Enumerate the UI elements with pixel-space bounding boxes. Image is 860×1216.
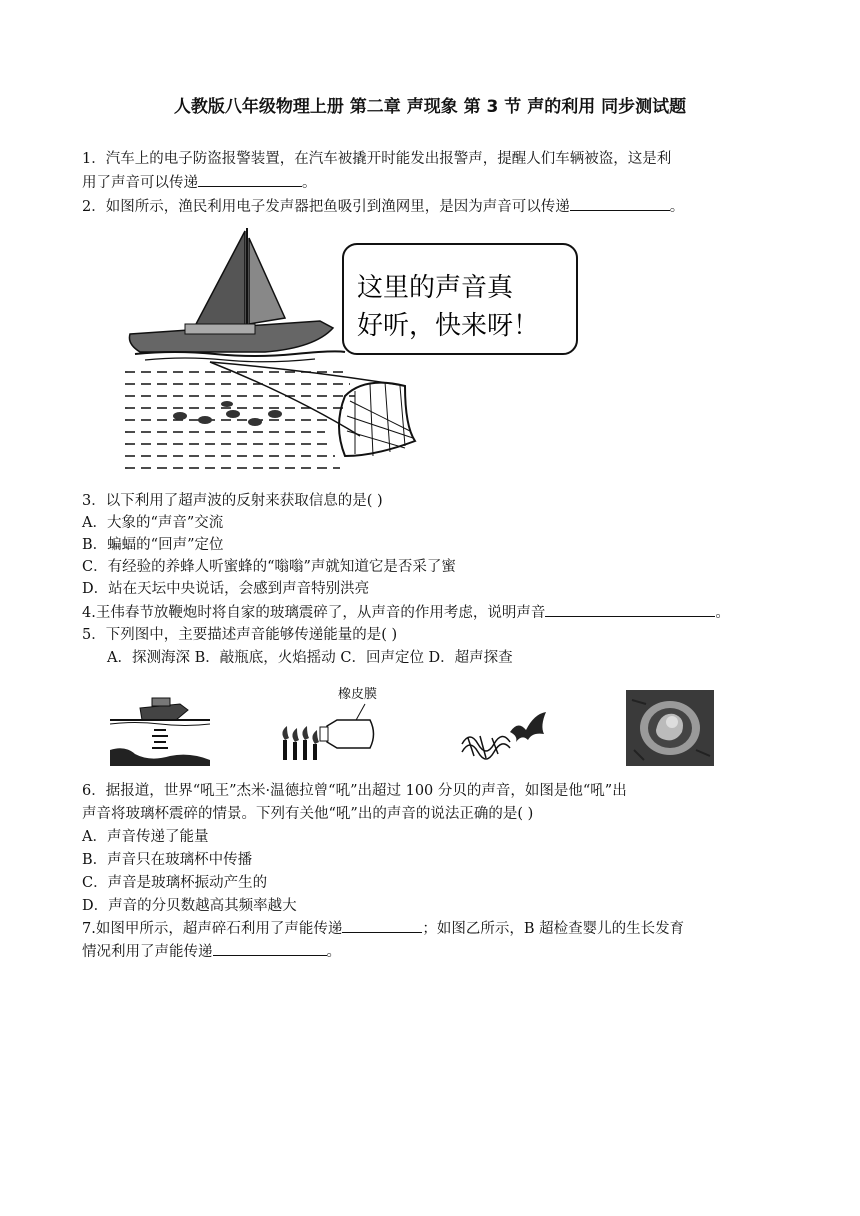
q3-option-c[interactable]: C．有经验的养蜂人听蜜蜂的“嗡嗡”声就知道它是否采了蜜	[82, 559, 456, 575]
q7-text2: ；如图乙所示，B 超检查婴儿的生长发育	[422, 921, 685, 937]
q2-answer-blank[interactable]	[570, 196, 670, 211]
q4-text: 4.王伟春节放鞭炮时将自家的玻璃震碎了，从声音的作用考虑，说明声音	[82, 605, 546, 621]
q7-end: 。	[326, 944, 341, 960]
q2-end: 。	[669, 199, 685, 215]
q7-line2	[82, 941, 341, 963]
q1-text: 用了声音可以传递	[82, 175, 198, 191]
q4-line	[82, 602, 730, 624]
q6-option-b[interactable]: B．声音只在玻璃杯中传播	[82, 852, 253, 868]
sea-depth-sounding-figure	[110, 690, 210, 766]
q1-line2	[82, 172, 317, 194]
ultrasound-scan-figure	[626, 690, 714, 766]
bottle-candle-figure	[275, 700, 385, 766]
q6-option-d[interactable]: D．声音的分贝数越高其频率越大	[82, 898, 297, 914]
q1-end: 。	[302, 175, 317, 191]
speech-bubble-line2: 好听，快来呀！	[357, 311, 540, 341]
membrane-label: 橡皮膜	[338, 687, 378, 702]
q4-answer-blank[interactable]	[545, 602, 715, 617]
q7-text3: 情况利用了声能传递	[82, 944, 213, 960]
q1-answer-blank[interactable]	[198, 172, 302, 187]
q5-stem: 5．下列图中，主要描述声音能够传递能量的是( )	[82, 627, 398, 643]
q7-answer-blank-2[interactable]	[213, 941, 327, 956]
q6-option-c[interactable]: C．声音是玻璃杯振动产生的	[82, 875, 268, 891]
q5-options[interactable]: A．探测海深 B．敲瓶底，火焰摇动 C．回声定位 D．超声探查	[107, 650, 513, 666]
q7-answer-blank-1[interactable]	[342, 918, 422, 933]
q3-option-a[interactable]: A．大象的“声音”交流	[82, 515, 224, 531]
speech-bubble-line1: 这里的声音真	[357, 273, 514, 303]
q4-end: 。	[715, 605, 730, 621]
bat-echolocation-figure	[460, 708, 550, 764]
q3-stem: 3．以下利用了超声波的反射来获取信息的是( )	[82, 493, 383, 509]
q6-line2: 声音将玻璃杯震碎的情景。下列有关他“吼”出的声音的说法正确的是( )	[82, 806, 534, 822]
q6-option-a[interactable]: A．声音传递了能量	[82, 829, 209, 845]
page-title: 人教版八年级物理上册 第二章 声现象 第 3 节 声的利用 同步测试题	[173, 97, 687, 117]
q2-text: 2．如图所示，渔民利用电子发声器把鱼吸引到渔网里，是因为声音可以传递	[82, 199, 570, 215]
q2-line	[82, 196, 684, 218]
q6-line1: 6．据报道，世界“吼王”杰米·温德拉曾“吼”出超过 100 分贝的声音，如图是他“吼”出	[82, 783, 627, 799]
q3-option-d[interactable]: D．站在天坛中央说话，会感到声音特别洪亮	[82, 581, 370, 597]
q3-option-b[interactable]: B．蝙蝠的“回声”定位	[82, 537, 224, 553]
fishing-boat-figure	[115, 226, 585, 476]
q1-line1: 1．汽车上的电子防盗报警装置，在汽车被撬开时能发出报警声，提醒人们车辆被盗，这是利	[82, 151, 672, 167]
q7-text1: 7.如图甲所示，超声碎石利用了声能传递	[82, 921, 343, 937]
q7-line1	[82, 918, 684, 940]
